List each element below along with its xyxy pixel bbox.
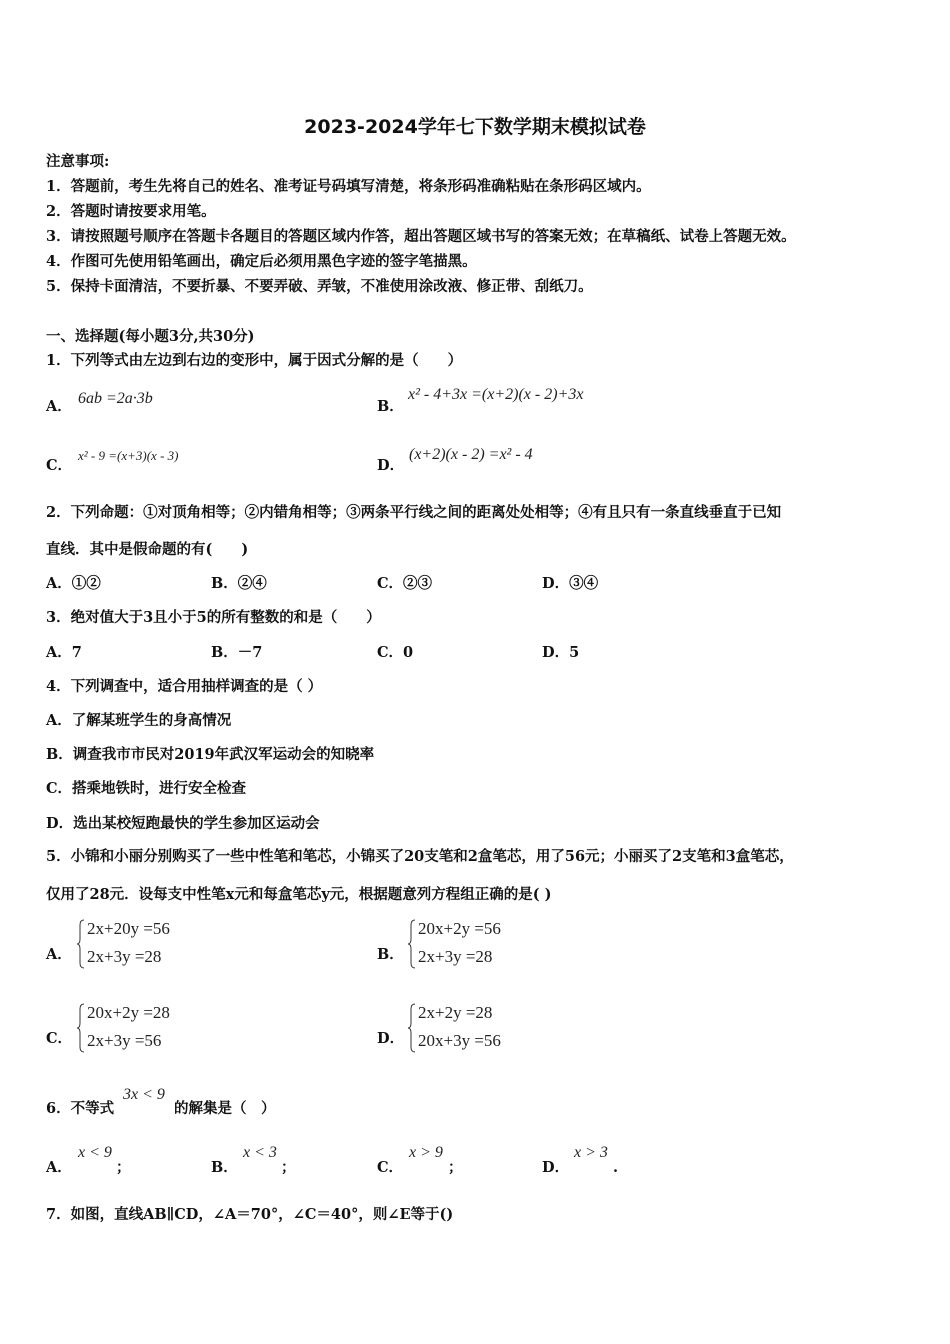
question-stem-continued: 仅用了28元．设每支中性笔x元和每盒笔芯y元，根据题意列方程组正确的是( )	[46, 886, 552, 903]
option-label-d: D．	[377, 1030, 405, 1047]
equation: 2x+20y =56	[87, 919, 170, 938]
option-label-a: A．	[46, 946, 72, 963]
option-b-suffix: ；	[281, 1159, 296, 1176]
brace-icon	[408, 1003, 416, 1053]
option-d-expression: (x+2)(x - 2) =x² - 4	[409, 446, 533, 463]
option-c: C．②③	[377, 575, 433, 592]
brace-icon	[77, 919, 85, 969]
option-b-expression: x < 3	[243, 1144, 277, 1161]
equation: 20x+2y =56	[418, 919, 501, 938]
option-label-d: D．	[542, 1159, 570, 1176]
brace-icon	[77, 1003, 85, 1053]
option-c-expression: x² - 9 =(x+3)(x - 3)	[78, 448, 179, 463]
option-d: D．③④	[542, 575, 599, 592]
option-c: C．0	[377, 644, 414, 661]
equation: 2x+3y =28	[418, 947, 493, 966]
page-title: 2023-2024学年七下数学期末模拟试卷	[304, 116, 646, 138]
notice-item: 1．答题前，考生先将自己的姓名、准考证号码填写清楚，将条形码准确粘贴在条形码区域内。	[46, 178, 651, 195]
option-d: D．选出某校短跑最快的学生参加区运动会	[46, 815, 320, 832]
option-a: A．了解某班学生的身高情况	[46, 712, 232, 729]
question-stem-continued: 直线．其中是假命题的有( )	[46, 541, 249, 558]
option-label-b: B．	[377, 946, 404, 963]
option-b-expression: x² - 4+3x =(x+2)(x - 2)+3x	[408, 386, 584, 403]
question-stem-end: 的解集是（ ）	[174, 1100, 276, 1117]
option-b: B．②④	[211, 575, 267, 592]
inequality-expression: 3x < 9	[123, 1086, 165, 1103]
equation: 2x+3y =56	[87, 1031, 162, 1050]
notice-item: 3．请按照题号顺序在答题卡各题目的答题区域内作答，超出答题区域书写的答案无效；在草稿纸、试卷上答题无效。	[46, 228, 796, 245]
option-c-suffix: ；	[448, 1159, 463, 1176]
notice-item: 5．保持卡面清洁，不要折暴、不要弄破、弄皱，不准使用涂改液、修正带、刮纸刀。	[46, 278, 593, 295]
equation: 20x+2y =28	[87, 1003, 170, 1022]
option-d-suffix: .	[613, 1159, 619, 1176]
section-heading: 一、选择题(每小题3分,共30分)	[46, 328, 255, 345]
option-b: B．调查我市市民对2019年武汉军运动会的知晓率	[46, 746, 375, 763]
option-label-c: C．	[377, 1159, 404, 1176]
option-label-c: C．	[46, 457, 73, 474]
option-c: C．搭乘地铁时，进行安全检查	[46, 780, 247, 797]
question-stem-start: 6．不等式	[46, 1100, 115, 1117]
option-a-suffix: ；	[116, 1159, 131, 1176]
question-stem: 3．绝对值大于3且小于5的所有整数的和是（ ）	[46, 609, 381, 626]
option-b: B．－7	[211, 644, 263, 661]
question-stem: 2．下列命题：①对顶角相等；②内错角相等；③两条平行线之间的距离处处相等；④有且只有一条直线垂直于已知	[46, 504, 782, 521]
option-label-d: D．	[377, 457, 405, 474]
option-label-b: B．	[377, 398, 404, 415]
option-c-expression: x > 9	[409, 1144, 443, 1161]
option-label-a: A．	[46, 1159, 72, 1176]
option-a: A．①②	[46, 575, 101, 592]
brace-icon	[408, 919, 416, 969]
option-d-expression: x > 3	[574, 1144, 608, 1161]
option-a: A．7	[46, 644, 82, 661]
question-stem: 7．如图，直线AB∥CD，∠A＝70°，∠C＝40°，则∠E等于()	[46, 1206, 454, 1223]
option-label-b: B．	[211, 1159, 238, 1176]
equation: 2x+2y =28	[418, 1003, 493, 1022]
option-label-a: A．	[46, 398, 72, 415]
question-stem: 1．下列等式由左边到右边的变形中，属于因式分解的是（ ）	[46, 352, 463, 369]
option-d: D．5	[542, 644, 580, 661]
equation: 20x+3y =56	[418, 1031, 501, 1050]
option-a-expression: x < 9	[78, 1144, 112, 1161]
option-label-c: C．	[46, 1030, 73, 1047]
equation: 2x+3y =28	[87, 947, 162, 966]
notice-item: 4．作图可先使用铅笔画出，确定后必须用黑色字迹的签字笔描黑。	[46, 253, 477, 270]
option-a-expression: 6ab =2a·3b	[78, 390, 153, 407]
notice-item: 2．答题时请按要求用笔。	[46, 203, 216, 220]
question-stem: 4．下列调查中，适合用抽样调查的是（ ）	[46, 678, 323, 695]
notice-heading: 注意事项:	[46, 153, 110, 170]
question-stem: 5．小锦和小丽分别购买了一些中性笔和笔芯，小锦买了20支笔和2盒笔芯，用了56元；小丽买了2支笔和3盒笔芯，	[46, 848, 794, 865]
